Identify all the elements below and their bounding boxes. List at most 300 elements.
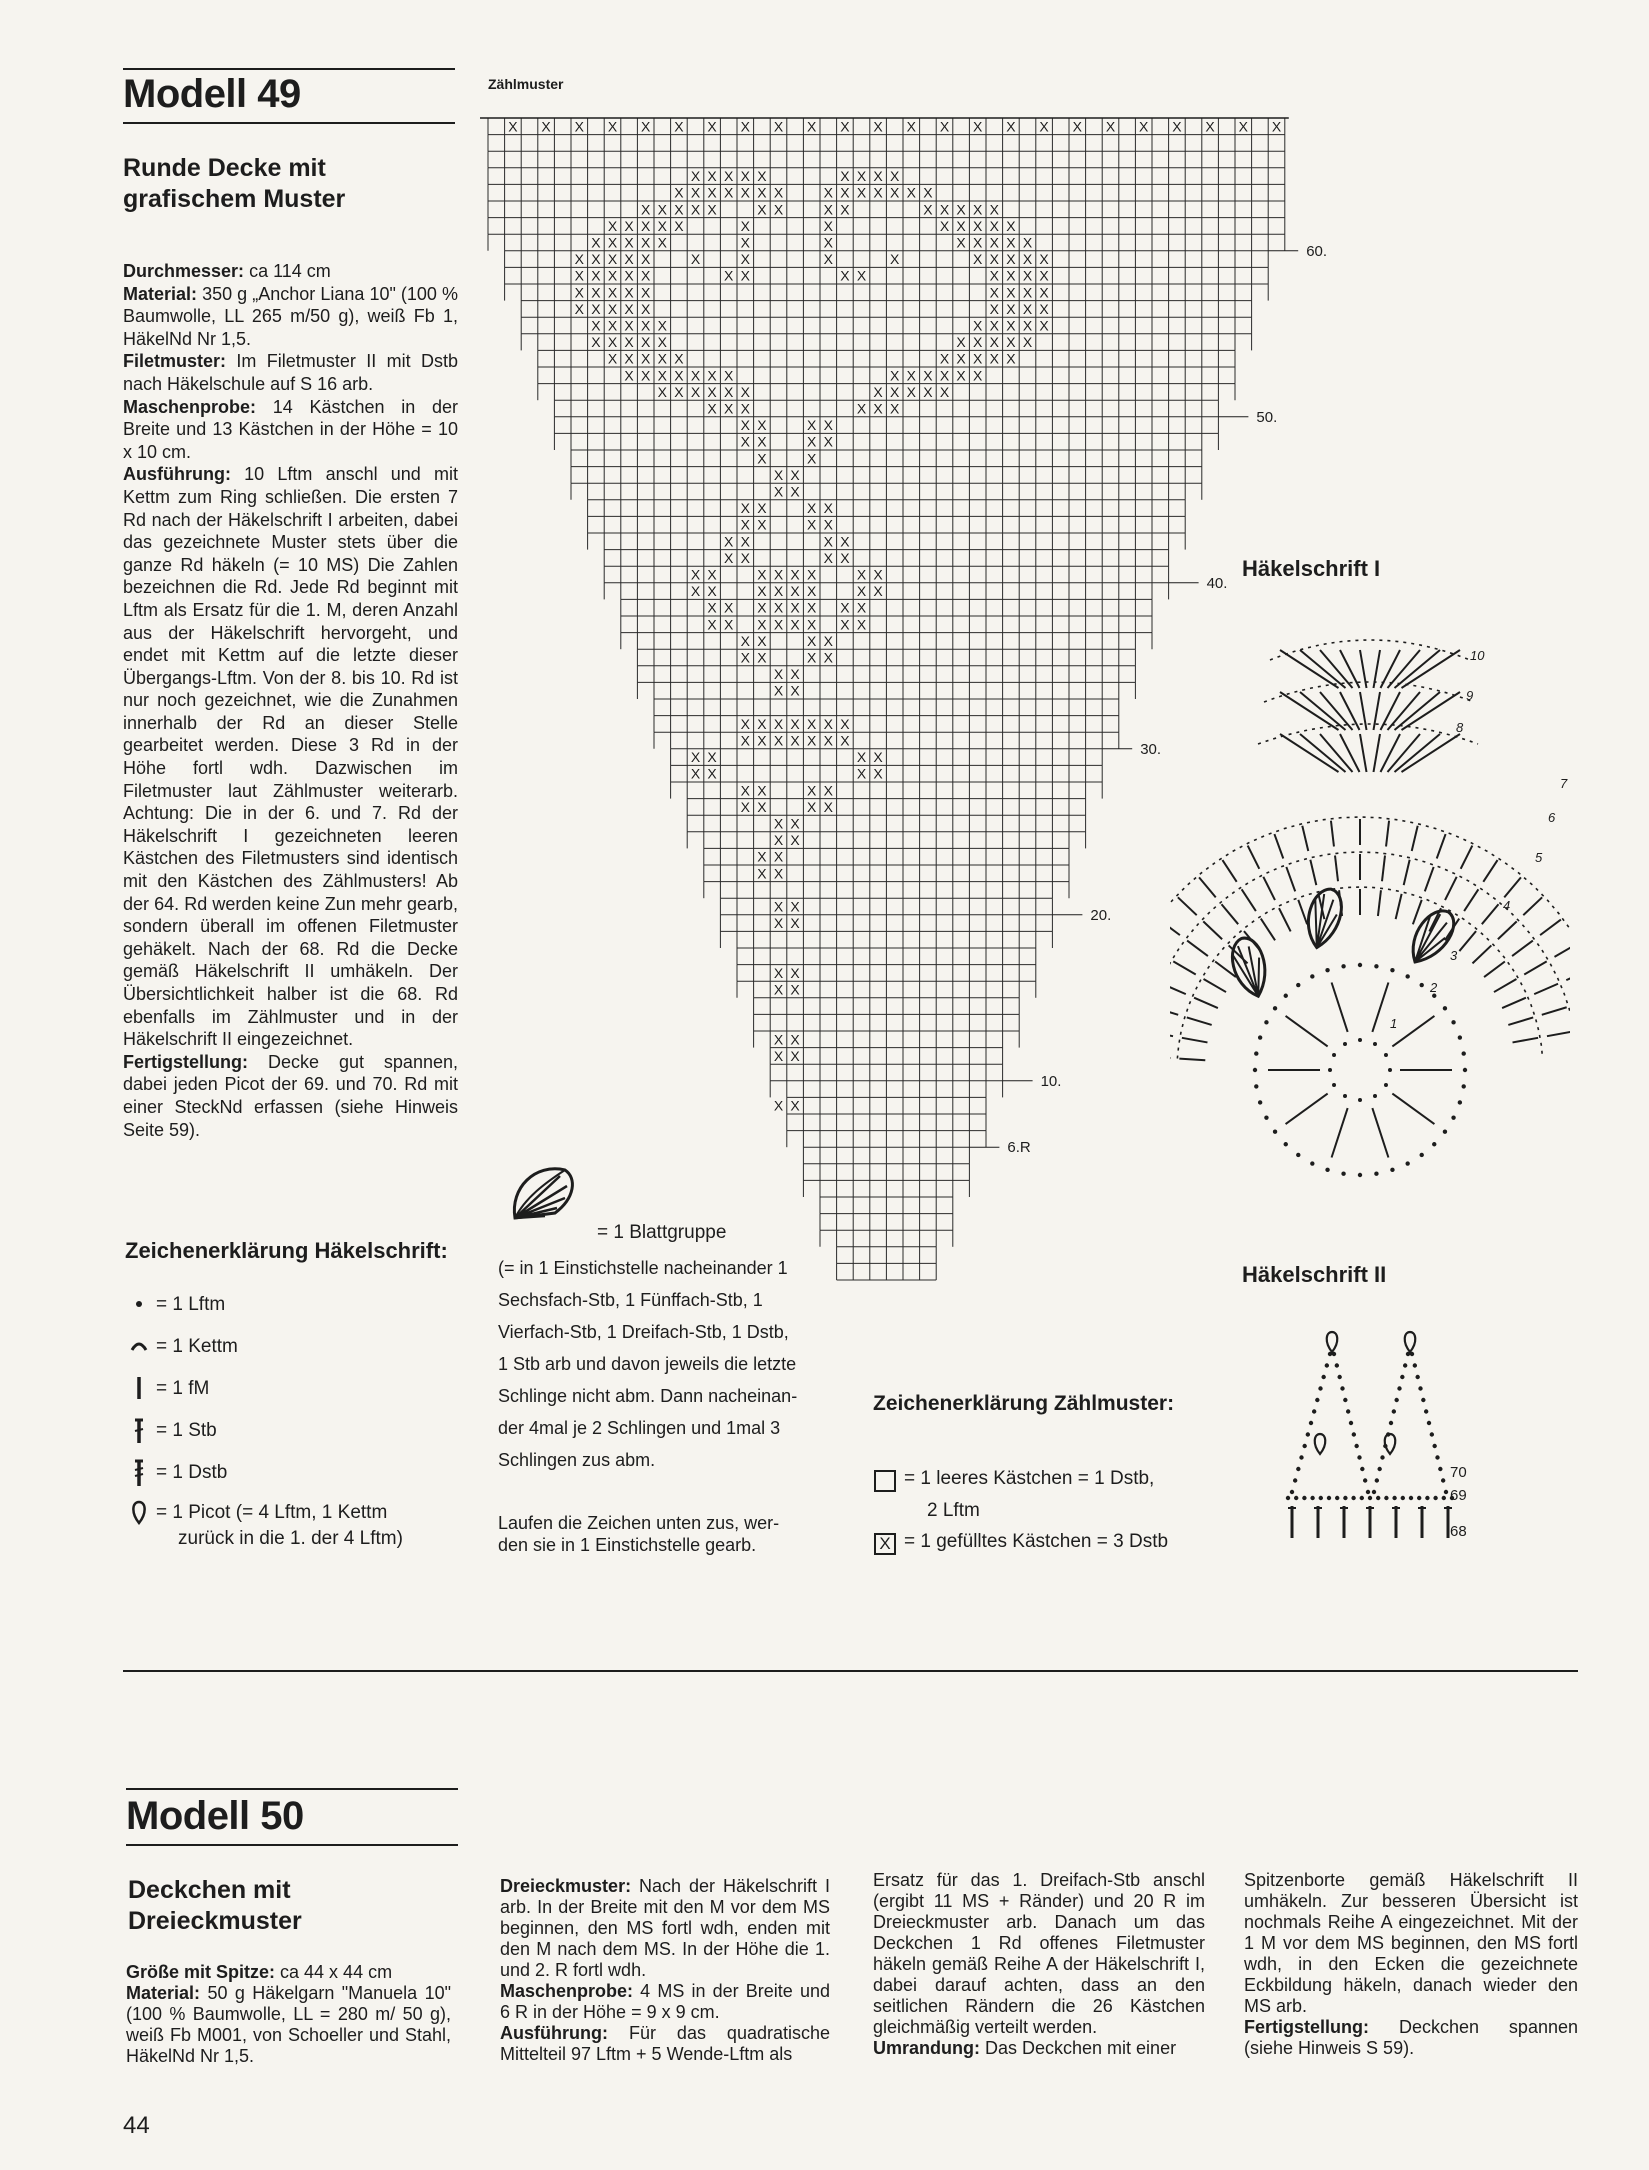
ring-dot: [1284, 994, 1288, 998]
chain-dot: [1321, 1375, 1325, 1379]
ring-dot: [1463, 1068, 1467, 1072]
filled-cell: X: [790, 981, 800, 998]
filled-cell: X: [856, 749, 867, 766]
filled-cell: X: [1006, 334, 1016, 351]
leaf-line: (= in 1 Einstichstelle nacheinander 1: [498, 1258, 788, 1278]
paragraph-text: Für das quadratische Mittelteil 97 Lftm + 5 Wende-Lftm als: [500, 2023, 830, 2064]
chain-dot: [1410, 1352, 1414, 1356]
filled-cell: X: [757, 450, 767, 467]
chain-dot: [1363, 1478, 1367, 1482]
stitch-spoke: [1332, 1108, 1348, 1157]
chain-dot: [1415, 1375, 1419, 1379]
row-label: 10.: [1040, 1072, 1062, 1090]
fan-stitch: [1280, 650, 1339, 688]
fan-stitch: [1320, 734, 1353, 772]
center-dot: [1373, 1094, 1377, 1098]
modell-50-col2: [500, 1876, 830, 2065]
filled-cell: X: [890, 251, 900, 268]
filled-cell: X: [873, 566, 883, 583]
round-number: 69: [1450, 1487, 1467, 1504]
stitch-mark: [1274, 834, 1283, 858]
filled-cell: X: [823, 782, 833, 799]
chain-dot: [1340, 1386, 1344, 1390]
filled-cell: X: [690, 201, 701, 218]
filled-cell: X: [840, 168, 850, 185]
chain-dot: [1438, 1467, 1442, 1471]
chain-dot: [1318, 1386, 1322, 1390]
filled-cell: X: [707, 168, 717, 185]
filled-cell: X: [591, 300, 601, 317]
chain-dot: [1335, 1363, 1339, 1367]
filled-cell: X: [641, 367, 651, 384]
filled-cell: X: [707, 616, 717, 633]
chain-dot: [1319, 1496, 1323, 1500]
chain-dot: [1290, 1490, 1294, 1494]
filled-cell: X: [707, 383, 717, 400]
stitch-mark: [1187, 1017, 1212, 1025]
modell-50-col4: [1244, 1870, 1578, 2059]
filled-cell: X: [823, 533, 833, 550]
filled-cell: X: [807, 616, 817, 633]
filled-cell: X: [807, 433, 817, 450]
paragraph-text: ca 114 cm: [244, 261, 331, 281]
filled-cell: X: [873, 583, 883, 600]
filled-cell: X: [1006, 234, 1016, 251]
filled-cell: X: [724, 400, 734, 417]
filled-cell: X: [956, 367, 966, 384]
round-number: 10: [1470, 648, 1485, 663]
paragraph: [500, 1981, 830, 2023]
ring-dot: [1462, 1051, 1466, 1055]
filled-cell: X: [707, 583, 717, 600]
fan-stitch: [1280, 692, 1339, 730]
filled-cell: X: [773, 815, 784, 832]
chain-dot: [1360, 1496, 1364, 1500]
center-dot: [1388, 1068, 1392, 1072]
round-number: 2: [1430, 980, 1438, 995]
ring-dot: [1254, 1084, 1258, 1088]
leaf-group-icon: [1225, 934, 1275, 1001]
fan-stitch: [1395, 650, 1441, 688]
chain-dot: [1299, 1455, 1303, 1459]
filled-cell: X: [607, 317, 618, 334]
filled-cell: X: [707, 765, 717, 782]
chain-dot: [1424, 1409, 1428, 1413]
filled-cell: X: [923, 383, 933, 400]
center-dot: [1343, 1094, 1347, 1098]
filled-cell: X: [773, 732, 784, 749]
chain-dot: [1406, 1352, 1410, 1356]
filled-cell: X: [657, 317, 667, 334]
fan-stitch: [1300, 692, 1346, 730]
chain-dot: [1286, 1496, 1290, 1500]
chain-dot: [1427, 1421, 1431, 1425]
filled-cell: X: [807, 118, 817, 135]
filled-cell: X: [740, 400, 750, 417]
stitch-mark: [1378, 890, 1381, 916]
picot-icon: [128, 1498, 150, 1528]
filled-cell: X: [740, 251, 750, 268]
legend-haekelschrift-title: Zeichenerklärung Häkelschrift:: [125, 1238, 448, 1263]
filled-cell: X: [773, 848, 784, 865]
fan-stitch: [1402, 734, 1461, 772]
filled-cell: X: [641, 267, 651, 284]
filled-cell: X: [989, 300, 999, 317]
filled-cell: X: [939, 201, 950, 218]
filled-cell: X: [757, 500, 767, 517]
filled-square-icon: X: [874, 1533, 896, 1555]
stitch-mark: [1203, 921, 1222, 939]
legend-text: = 1 Picot (= 4 Lftm, 1 Kettm: [156, 1502, 388, 1523]
filled-cell: X: [690, 383, 701, 400]
leaf-group-equals: = 1 Blattgruppe: [597, 1222, 727, 1243]
row-label: 6.R: [1007, 1139, 1031, 1157]
filled-cell: X: [624, 334, 634, 351]
stitch-mark: [1425, 867, 1434, 891]
ring-dot: [1432, 1142, 1436, 1146]
chain-dot: [1377, 1467, 1381, 1471]
chain-dot: [1444, 1490, 1448, 1494]
paragraph-label: Größe mit Spitze:: [126, 1962, 276, 1982]
filled-cell: X: [707, 400, 717, 417]
picot-icon: [1385, 1434, 1396, 1454]
filled-cell: X: [1139, 118, 1149, 135]
picot-icon: [1327, 1332, 1338, 1352]
round-number: 3: [1450, 948, 1458, 963]
filled-cell: X: [823, 251, 833, 268]
filled-cell: X: [740, 417, 750, 434]
chain-dot: [1417, 1496, 1421, 1500]
paragraph: [873, 1870, 1205, 2038]
filled-cell: X: [790, 1047, 800, 1064]
filled-cell: X: [773, 583, 784, 600]
filled-cell: X: [757, 168, 767, 185]
filled-cell: X: [807, 782, 817, 799]
chain-dot: [1332, 1352, 1336, 1356]
ring-dot: [1405, 974, 1409, 978]
filled-cell: X: [591, 267, 601, 284]
filled-cell: X: [790, 466, 800, 483]
filled-cell: X: [989, 234, 999, 251]
filled-cell: X: [757, 865, 767, 882]
legend-text: = 1 Stb: [156, 1420, 217, 1441]
paragraph: [123, 396, 458, 464]
fan-stitch: [1374, 734, 1381, 772]
filled-cell: X: [856, 616, 867, 633]
filled-cell: X: [724, 367, 734, 384]
paragraph-text: 350 g „Anchor Liana 10" (100 % Baumwolle, LL 265 m/50 g), weiß Fb 1, HäkelNd Nr 1,5.: [123, 283, 458, 349]
filled-cell: X: [973, 234, 983, 251]
filled-cell: X: [973, 201, 983, 218]
ring-dot: [1458, 1035, 1462, 1039]
filled-cell: X: [823, 433, 833, 450]
filled-cell: X: [856, 599, 867, 616]
stitch-mark: [1331, 821, 1334, 847]
ring-dot: [1374, 964, 1378, 968]
filled-cell: X: [657, 367, 667, 384]
filled-cell: X: [624, 317, 634, 334]
filled-cell: X: [674, 367, 684, 384]
haekelschrift-2-title: Häkelschrift II: [1242, 1262, 1387, 1287]
round-number: 6: [1548, 810, 1556, 825]
legend-row: [128, 1498, 387, 1528]
filled-cell: X: [790, 483, 800, 500]
filled-cell: X: [707, 367, 717, 384]
center-dot: [1373, 1042, 1377, 1046]
filled-cell: X: [607, 234, 618, 251]
ring-dot: [1462, 1084, 1466, 1088]
filled-cell: X: [674, 118, 684, 135]
modell-50-col3: [873, 1870, 1205, 2059]
filled-cell: X: [906, 367, 916, 384]
filled-cell: X: [1006, 284, 1016, 301]
filled-cell: X: [1006, 118, 1016, 135]
paragraph: [123, 283, 458, 351]
fan-stitch: [1340, 734, 1360, 772]
filled-cell: X: [1006, 217, 1016, 234]
filled-cell: X: [1022, 317, 1033, 334]
title-50-rule-bottom: [126, 1844, 458, 1846]
filled-cell: X: [773, 201, 784, 218]
stitch-mark: [1540, 920, 1561, 936]
filled-cell: X: [807, 649, 817, 666]
paragraph: [873, 2038, 1205, 2059]
stitch-mark: [1523, 897, 1542, 915]
filled-cell: X: [724, 599, 734, 616]
ring-dot: [1258, 1100, 1262, 1104]
ring-dot: [1374, 1172, 1378, 1176]
stitch-mark: [1513, 1038, 1539, 1043]
filled-cell: X: [823, 649, 833, 666]
stitch-spoke: [1372, 983, 1388, 1032]
filled-cell: X: [740, 732, 750, 749]
empty-square-icon: [874, 1470, 896, 1492]
chain-dot: [1328, 1352, 1332, 1356]
chain-dot: [1409, 1496, 1413, 1500]
chain-dot: [1384, 1496, 1388, 1500]
ring-dot: [1264, 1115, 1268, 1119]
filled-cell: X: [624, 267, 634, 284]
stitch-mark: [1461, 846, 1473, 869]
filled-cell: X: [773, 964, 784, 981]
dstb-icon: [128, 1458, 150, 1488]
paragraph-text: Nach der Häkelschrift I arb. In der Breite mit den M vor dem MS beginnen, den MS fortl wdh, enden mit den M nach dem MS. In der Höhe die 1. und 2. R fortl wdh.: [500, 1876, 830, 1980]
legend-empty-line2: 2 Lftm: [927, 1500, 980, 1521]
paragraph-label: Umrandung:: [873, 2038, 980, 2058]
filled-cell: X: [790, 915, 800, 932]
filled-cell: X: [840, 184, 850, 201]
stitch-mark: [1459, 931, 1476, 951]
paragraph-label: Fertigstellung:: [123, 1051, 248, 1072]
chart-label: Zählmuster: [488, 76, 564, 92]
filled-cell: X: [641, 317, 651, 334]
fan-stitch: [1360, 734, 1367, 772]
filled-cell: X: [574, 284, 584, 301]
ring-dot: [1310, 1161, 1314, 1165]
center-dot: [1384, 1053, 1388, 1057]
filled-cell: X: [657, 217, 667, 234]
filled-cell: X: [939, 383, 950, 400]
filled-cell: X: [807, 632, 817, 649]
filled-cell: X: [989, 267, 999, 284]
filled-cell: X: [1039, 317, 1049, 334]
filled-cell: X: [923, 201, 933, 218]
paragraph: [1244, 2017, 1578, 2059]
filled-cell: X: [707, 599, 717, 616]
row-label: 40.: [1206, 574, 1228, 592]
chain-dot: [1351, 1496, 1355, 1500]
filled-cell: X: [1205, 118, 1215, 135]
filled-cell: X: [807, 450, 817, 467]
filled-cell: X: [740, 118, 750, 135]
stitch-mark: [1244, 931, 1261, 951]
filled-cell: X: [757, 848, 767, 865]
filled-cell: X: [856, 566, 867, 583]
filled-cell: X: [939, 217, 950, 234]
stitch-spoke: [1286, 1094, 1328, 1125]
fan-stitch: [1402, 692, 1461, 730]
filled-cell: X: [690, 168, 701, 185]
row-label: 30.: [1140, 740, 1162, 758]
filled-cell: X: [690, 583, 701, 600]
filled-cell: X: [890, 400, 900, 417]
filled-cell: X: [790, 566, 800, 583]
filled-cell: X: [1006, 300, 1016, 317]
fan-stitch: [1300, 734, 1346, 772]
ring-dot: [1341, 1172, 1345, 1176]
title-rule-top: [123, 68, 455, 70]
filled-cell: X: [939, 367, 950, 384]
fan-stitch: [1320, 650, 1353, 688]
filled-cell: X: [757, 649, 767, 666]
stitch-mark: [1179, 1059, 1205, 1061]
stitch-mark: [1396, 894, 1402, 919]
filled-cell: X: [690, 765, 701, 782]
filled-cell: X: [674, 217, 684, 234]
filled-cell: X: [740, 234, 750, 251]
filled-cell: X: [740, 549, 750, 566]
filled-cell: X: [1022, 234, 1033, 251]
filled-cell: X: [873, 765, 883, 782]
center-dot: [1332, 1083, 1336, 1087]
title-50-rule-top: [126, 1788, 458, 1790]
filled-cell: X: [740, 715, 750, 732]
filled-cell: X: [607, 217, 618, 234]
fan-stitch: [1395, 692, 1441, 730]
filled-cell: X: [790, 599, 800, 616]
paragraph-text: Das Deckchen mit einer: [980, 2038, 1177, 2058]
ring-dot: [1325, 968, 1329, 972]
ring-dot: [1296, 983, 1300, 987]
chain-dot: [1337, 1375, 1341, 1379]
fan-stitch: [1300, 650, 1346, 688]
stitch-mark: [1263, 877, 1275, 900]
leaf-note-line: Laufen die Zeichen unten zus, wer-: [498, 1513, 780, 1533]
stitch-mark: [1534, 984, 1558, 994]
chain-dot: [1400, 1375, 1404, 1379]
stitch-mark: [1261, 919, 1275, 941]
leaf-line: Vierfach-Stb, 1 Dreifach-Stb, 1 Dstb,: [498, 1322, 789, 1342]
filled-cell: X: [740, 383, 750, 400]
filled-cell: X: [641, 234, 651, 251]
center-dot: [1358, 1098, 1362, 1102]
filled-cell: X: [740, 649, 750, 666]
leaf-line: Schlinge nicht abm. Dann nacheinan-: [498, 1386, 798, 1406]
filled-cell: X: [923, 367, 933, 384]
paragraph-label: Material:: [126, 1983, 201, 2003]
filled-cell: X: [773, 666, 784, 683]
filled-cell: X: [856, 168, 867, 185]
filled-cell: X: [624, 284, 634, 301]
filled-cell: X: [1006, 317, 1016, 334]
chain-dot: [1368, 1496, 1372, 1500]
filled-cell: X: [790, 815, 800, 832]
filled-cell: X: [973, 118, 983, 135]
filled-cell: X: [906, 184, 916, 201]
legend-row: [128, 1458, 227, 1488]
filled-cell: X: [906, 118, 916, 135]
filled-cell: X: [773, 715, 784, 732]
chain-dot: [1294, 1496, 1298, 1500]
paragraph-text: 14 Kästchen in der Breite und 13 Kästchen in der Höhe = 10 x 10 cm.: [123, 396, 458, 462]
stitch-mark: [1302, 826, 1308, 851]
filled-cell: X: [657, 234, 667, 251]
chain-dot: [1430, 1432, 1434, 1436]
paragraph: [126, 1962, 451, 1983]
filled-cell: X: [807, 417, 817, 434]
ring-dot: [1458, 1100, 1462, 1104]
filled-cell: X: [757, 632, 767, 649]
filled-cell: X: [973, 217, 983, 234]
filled-cell: X: [890, 168, 900, 185]
stitch-mark: [1547, 1032, 1570, 1037]
filled-cell: X: [773, 832, 784, 849]
stitch-mark: [1445, 919, 1459, 941]
filled-cell: X: [624, 367, 634, 384]
picot-icon: [1405, 1332, 1416, 1352]
chain-dot: [1386, 1432, 1390, 1436]
filled-cell: X: [823, 184, 833, 201]
paragraph-label: Fertigstellung:: [1244, 2017, 1369, 2037]
stitch-mark: [1310, 860, 1316, 885]
filled-cell: X: [956, 334, 966, 351]
round-number: 1: [1390, 1016, 1398, 1031]
ring-dot: [1420, 1153, 1424, 1157]
round-number: 8: [1456, 720, 1464, 735]
round-number: 68: [1450, 1523, 1467, 1540]
filled-cell: X: [757, 715, 767, 732]
stitch-spoke: [1392, 1094, 1434, 1125]
chain-dot: [1310, 1496, 1314, 1500]
filled-cell: X: [641, 118, 651, 135]
legend-row: [128, 1290, 225, 1320]
filled-cell: X: [1039, 251, 1049, 268]
filled-cell: X: [790, 583, 800, 600]
chain-dot: [1389, 1421, 1393, 1425]
filled-cell: X: [856, 184, 867, 201]
filled-cell: X: [1271, 118, 1282, 135]
stitch-mark: [1484, 961, 1505, 977]
filled-cell: X: [757, 566, 767, 583]
filled-cell: X: [790, 1097, 800, 1114]
ring-dot: [1358, 1173, 1362, 1177]
chain-dot: [1375, 1478, 1379, 1482]
filled-cell: X: [641, 201, 651, 218]
round-number: 5: [1535, 850, 1543, 865]
stitch-mark: [1170, 920, 1180, 936]
paragraph-label: Durchmesser:: [123, 261, 245, 281]
section-separator: [123, 1670, 1578, 1672]
